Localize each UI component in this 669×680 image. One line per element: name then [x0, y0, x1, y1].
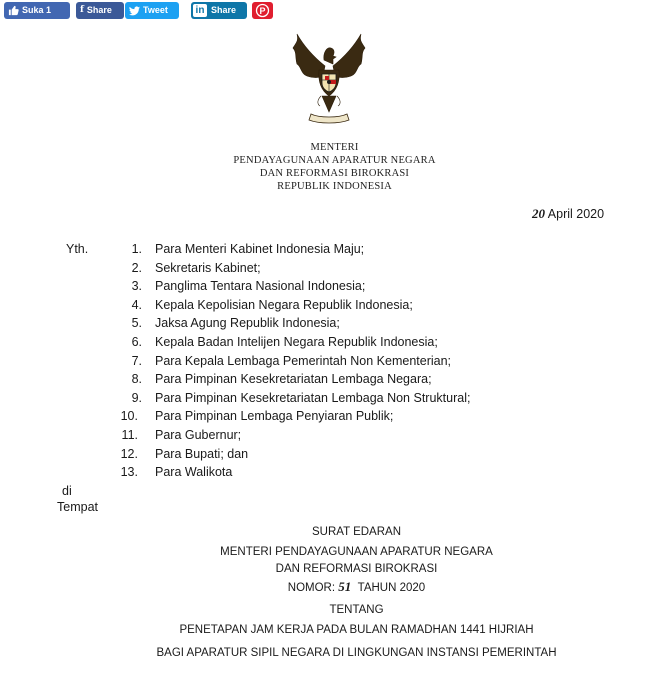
nomor-value: 51 [338, 579, 352, 594]
recipient-number: 12. [120, 446, 138, 461]
recipient-salutation: Yth. [66, 242, 89, 256]
tweet-label: Tweet [143, 5, 168, 15]
facebook-share-button[interactable] [76, 2, 124, 19]
recipient-item: Para Menteri Kabinet Indonesia Maju; [155, 242, 365, 256]
place-di: di [62, 484, 72, 498]
recipient-number: 1. [131, 242, 142, 256]
pinterest-icon [252, 2, 273, 19]
recipient-number: 3. [131, 279, 142, 294]
recipient-item: Kepala Badan Intelijen Negara Republik Indonesia; [155, 335, 438, 349]
linkedin-label: Share [211, 5, 237, 15]
recipient-item: Panglima Tentara Nasional Indonesia; [155, 279, 366, 294]
linkedin-share-button[interactable] [191, 2, 247, 19]
circular-line-1: MENTERI PENDAYAGUNAAN APARATUR NEGARA [220, 546, 493, 558]
circular-line-2: DAN REFORMASI BIROKRASI [275, 563, 438, 575]
circular-number [22, 579, 669, 595]
header-line-4: REPUBLIK INDONESIA [277, 181, 392, 192]
recipient-item: Para Pimpinan Kesekretariatan Lembaga Negara; [155, 372, 432, 387]
header-line-2: PENDAYAGUNAAN APARATUR NEGARA [233, 155, 436, 166]
nomor-label: NOMOR: [287, 582, 336, 594]
linkedin-icon: in [193, 4, 207, 17]
twitter-icon [129, 2, 143, 22]
recipient-item: Para Gubernur; [155, 428, 242, 442]
garuda-emblem-icon [287, 30, 371, 130]
date-month-year: April 2020 [547, 207, 605, 221]
recipient-number: 2. [131, 260, 142, 275]
date-day: 20 [532, 206, 545, 221]
circular-subject-1: PENETAPAN JAM KERJA PADA BULAN RAMADHAN 1441 HIJRIAH [179, 624, 534, 636]
recipient-item: Para Walikota [155, 465, 233, 480]
recipient-item: Para Bupati; dan [155, 446, 249, 461]
letter-date [532, 206, 604, 222]
recipient-number: 8. [131, 372, 142, 387]
like-button[interactable] [4, 2, 70, 19]
recipient-number: 11. [121, 428, 138, 442]
thumbs-up-icon [8, 2, 22, 22]
svg-text:P: P [259, 6, 266, 16]
pinterest-button[interactable] [252, 2, 273, 19]
circular-tentang: TENTANG [329, 604, 384, 616]
recipient-item: Kepala Kepolisian Negara Republik Indonesia; [155, 297, 413, 312]
tweet-button[interactable] [125, 2, 179, 19]
recipient-number: 7. [131, 353, 142, 368]
recipient-number: 4. [131, 297, 142, 312]
nomor-tahun: TAHUN 2020 [357, 582, 426, 594]
recipient-number: 10. [120, 409, 138, 424]
recipient-item: Para Pimpinan Kesekretariatan Lembaga Non Struktural; [155, 390, 471, 405]
recipient-number: 6. [131, 335, 142, 349]
like-label: Suka 1 [22, 5, 52, 15]
facebook-label: Share [86, 5, 112, 15]
recipient-item: Sekretaris Kabinet; [155, 260, 261, 275]
facebook-icon: f [80, 5, 84, 15]
recipient-number: 5. [131, 316, 142, 331]
header-line-3: DAN REFORMASI BIROKRASI [259, 168, 410, 179]
circular-title: SURAT EDARAN [311, 526, 402, 538]
place-tempat: Tempat [57, 500, 98, 514]
recipient-item: Para Kepala Lembaga Pemerintah Non Kementerian; [155, 353, 452, 368]
recipient-item: Para Pimpinan Lembaga Penyiaran Publik; [155, 409, 394, 424]
header-line-1: MENTERI [310, 142, 359, 153]
recipient-item: Jaksa Agung Republik Indonesia; [155, 316, 340, 331]
recipient-number: 9. [131, 390, 142, 405]
circular-subject-2: BAGI APARATUR SIPIL NEGARA DI LINGKUNGAN INSTANSI PEMERINTAH [156, 647, 557, 659]
recipient-number: 13. [120, 465, 138, 480]
